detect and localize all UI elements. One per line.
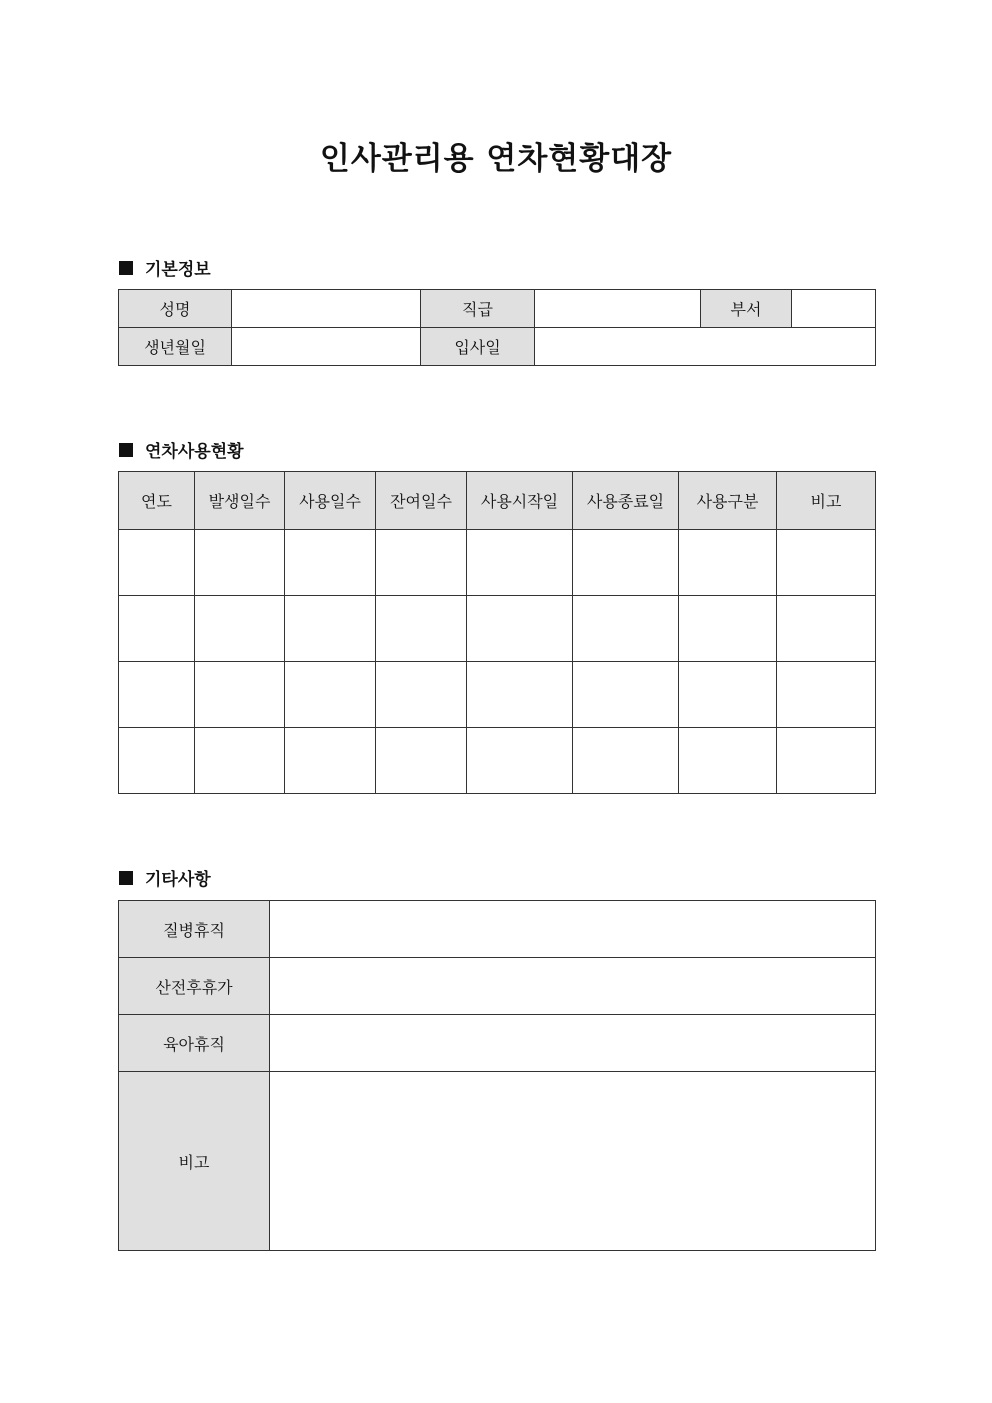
birth-date-field[interactable]: [232, 328, 421, 366]
table-cell[interactable]: [777, 530, 876, 596]
square-bullet-icon: [119, 443, 133, 457]
section-heading-other-matters: [119, 865, 211, 890]
table-cell[interactable]: [573, 728, 679, 794]
column-header-start-date: 사용시작일: [467, 472, 573, 530]
birth-date-label: 생년월일: [119, 328, 232, 366]
leave-status-table: [118, 471, 876, 794]
hire-date-label: 입사일: [421, 328, 535, 366]
table-row: [119, 530, 876, 596]
table-cell[interactable]: [679, 662, 777, 728]
table-cell[interactable]: [777, 728, 876, 794]
table-cell[interactable]: [376, 530, 467, 596]
table-row: [119, 662, 876, 728]
table-cell[interactable]: [573, 530, 679, 596]
table-row: [119, 728, 876, 794]
basic-info-table: [118, 289, 876, 366]
maternity-leave-label: 산전후휴가: [119, 958, 270, 1015]
column-header-usage-type: 사용구분: [679, 472, 777, 530]
table-cell[interactable]: [285, 530, 376, 596]
column-header-remaining-days: 잔여일수: [376, 472, 467, 530]
remarks-field[interactable]: [270, 1072, 876, 1251]
column-header-remarks: 비고: [777, 472, 876, 530]
table-row: [119, 328, 876, 366]
table-cell[interactable]: [195, 596, 285, 662]
table-cell[interactable]: [777, 596, 876, 662]
other-matters-table: [118, 900, 876, 1251]
table-cell[interactable]: [376, 728, 467, 794]
column-header-end-date: 사용종료일: [573, 472, 679, 530]
table-cell[interactable]: [679, 530, 777, 596]
hire-date-field[interactable]: [535, 328, 876, 366]
table-cell[interactable]: [679, 596, 777, 662]
document-title: 인사관리용 연차현황대장: [319, 141, 673, 177]
table-cell[interactable]: [119, 728, 195, 794]
childcare-leave-field[interactable]: [270, 1015, 876, 1072]
sick-leave-label: 질병휴직: [119, 901, 270, 958]
maternity-leave-field[interactable]: [270, 958, 876, 1015]
table-cell[interactable]: [195, 728, 285, 794]
table-cell[interactable]: [119, 530, 195, 596]
square-bullet-icon: [119, 261, 133, 275]
table-row: [119, 1015, 876, 1072]
table-cell[interactable]: [467, 728, 573, 794]
table-row: [119, 596, 876, 662]
table-cell[interactable]: [119, 662, 195, 728]
table-cell[interactable]: [467, 596, 573, 662]
section-heading-basic-info: [119, 255, 211, 280]
table-cell[interactable]: [376, 596, 467, 662]
table-cell[interactable]: [376, 662, 467, 728]
square-bullet-icon: [119, 871, 133, 885]
section-title: 기본정보: [145, 260, 211, 280]
table-cell[interactable]: [195, 530, 285, 596]
table-cell[interactable]: [195, 662, 285, 728]
table-cell[interactable]: [285, 596, 376, 662]
table-cell[interactable]: [119, 596, 195, 662]
table-cell[interactable]: [467, 662, 573, 728]
table-row: [119, 290, 876, 328]
table-cell[interactable]: [679, 728, 777, 794]
table-row: [119, 901, 876, 958]
table-cell[interactable]: [573, 596, 679, 662]
table-row: [119, 1072, 876, 1251]
name-field[interactable]: [232, 290, 421, 328]
department-label: 부서: [701, 290, 792, 328]
column-header-year: 연도: [119, 472, 195, 530]
remarks-label: 비고: [119, 1072, 270, 1251]
table-cell[interactable]: [777, 662, 876, 728]
position-label: 직급: [421, 290, 535, 328]
table-row: [119, 958, 876, 1015]
section-heading-leave-status: [119, 437, 244, 462]
position-field[interactable]: [535, 290, 701, 328]
table-cell[interactable]: [285, 728, 376, 794]
column-header-accrued-days: 발생일수: [195, 472, 285, 530]
department-field[interactable]: [792, 290, 876, 328]
table-header-row: [119, 472, 876, 530]
table-cell[interactable]: [573, 662, 679, 728]
section-title: 연차사용현황: [145, 442, 244, 462]
childcare-leave-label: 육아휴직: [119, 1015, 270, 1072]
table-cell[interactable]: [285, 662, 376, 728]
column-header-used-days: 사용일수: [285, 472, 376, 530]
name-label: 성명: [119, 290, 232, 328]
section-title: 기타사항: [145, 870, 211, 890]
sick-leave-field[interactable]: [270, 901, 876, 958]
table-cell[interactable]: [467, 530, 573, 596]
